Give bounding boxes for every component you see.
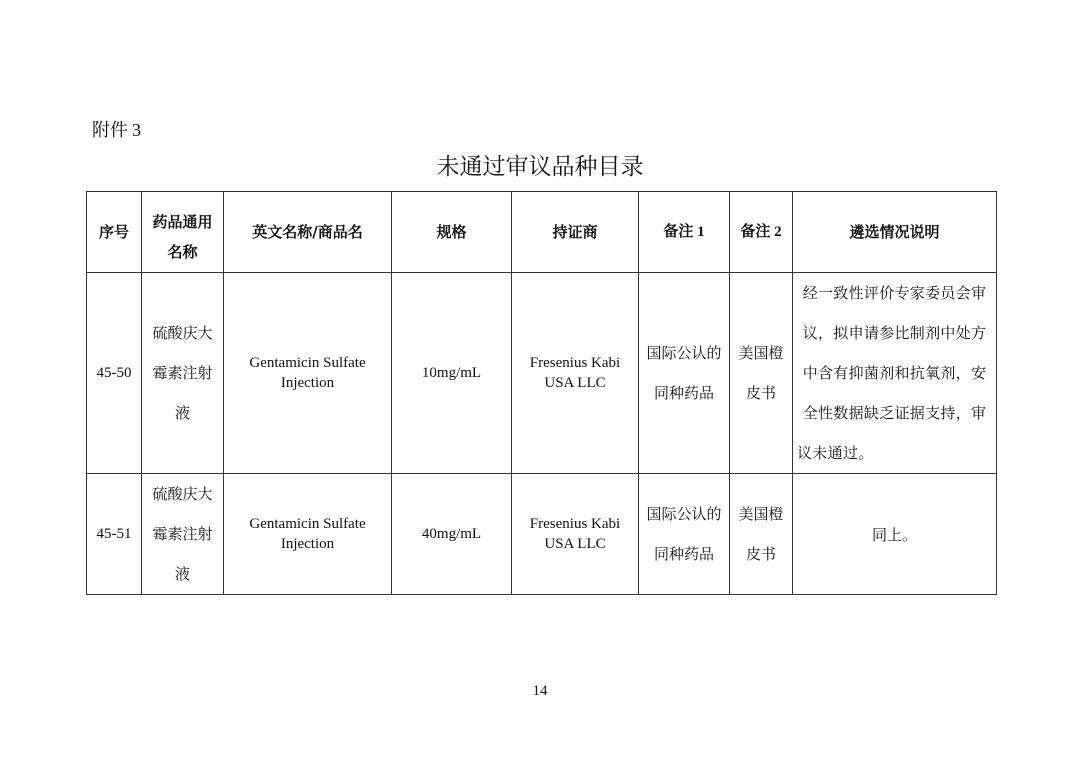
cell-generic-name: 硫酸庆大霉素注射液 bbox=[142, 273, 224, 474]
attachment-label bbox=[92, 116, 141, 142]
header-generic-name bbox=[142, 192, 224, 273]
header-note1: 备注 1 bbox=[639, 192, 730, 273]
header-generic-name-line1: 药品通用 bbox=[152, 213, 213, 231]
cell-holder: Fresenius Kabi USA LLC bbox=[512, 273, 639, 474]
header-row bbox=[87, 192, 997, 273]
cell-spec: 10mg/mL bbox=[392, 273, 512, 474]
cell-seq: 45-50 bbox=[87, 273, 142, 474]
cell-explanation: 同上。 bbox=[793, 474, 997, 595]
header-explanation: 遴选情况说明 bbox=[793, 192, 997, 273]
catalog-table bbox=[86, 191, 997, 595]
cell-seq: 45-51 bbox=[87, 474, 142, 595]
attachment-text: 附件 bbox=[92, 120, 128, 141]
page-number: 14 bbox=[532, 683, 548, 699]
cell-spec: 40mg/mL bbox=[392, 474, 512, 595]
header-seq: 序号 bbox=[87, 192, 142, 273]
cell-holder: Fresenius Kabi USA LLC bbox=[512, 474, 639, 595]
header-english-name: 英文名称/商品名 bbox=[224, 192, 392, 273]
table-row bbox=[87, 273, 997, 474]
cell-note2: 美国橙皮书 bbox=[730, 273, 793, 474]
cell-english-name: Gentamicin Sulfate Injection bbox=[224, 273, 392, 474]
cell-note1: 国际公认的同种药品 bbox=[639, 474, 730, 595]
cell-generic-name: 硫酸庆大霉素注射液 bbox=[142, 474, 224, 595]
header-generic-name-line2: 名称 bbox=[167, 243, 198, 261]
header-holder: 持证商 bbox=[512, 192, 639, 273]
cell-note1: 国际公认的同种药品 bbox=[639, 273, 730, 474]
header-spec: 规格 bbox=[392, 192, 512, 273]
page-title: 未通过审议品种目录 bbox=[436, 154, 644, 180]
header-note2: 备注 2 bbox=[730, 192, 793, 273]
attachment-number: 3 bbox=[132, 120, 141, 140]
cell-english-name: Gentamicin Sulfate Injection bbox=[224, 474, 392, 595]
table-row bbox=[87, 474, 997, 595]
cell-note2: 美国橙皮书 bbox=[730, 474, 793, 595]
cell-explanation: 经一致性评价专家委员会审议，拟申请参比制剂中处方中含有抑菌剂和抗氧剂，安全性数据缺乏证据支持，审议未通过。 bbox=[793, 273, 997, 474]
